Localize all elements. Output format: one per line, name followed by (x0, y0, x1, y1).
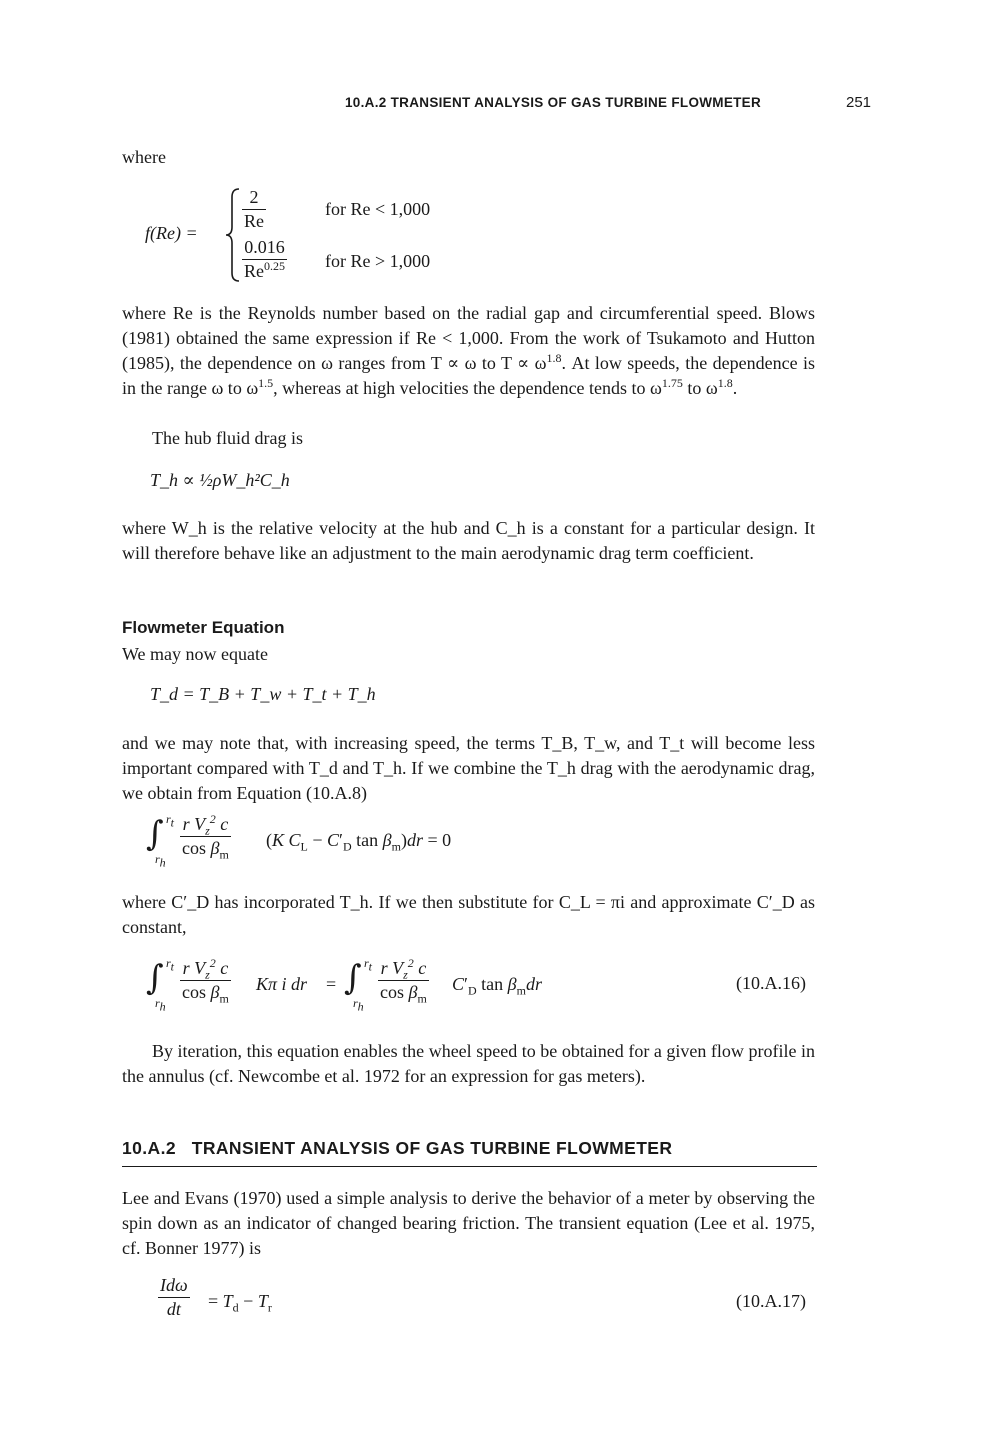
paragraph-lee-evans: Lee and Evans (1970) used a simple analysis to derive the behavior of a meter by observing the spin down as an indicator of changed bearing friction. The transient equation (Lee et al. 1975, cf. Bonner 1977) is (122, 1188, 815, 1258)
paragraph-reynolds: where Re is the Reynolds number based on the radial gap and circumferential speed. Blows (1981) obtained the same expression if Re < 1,000. From the work of Tsukamoto and Hutton (1985), the dependence on ω ranges from T ∝ ω to $T \propto \omega^{1.8}$. At low speeds, the dependence is in the range ω to $\omega^{1.5}$, whereas at high velocities the dependence tends to $\omega^{1.75}$ to $\omega^{1.8}$. (122, 303, 815, 398)
section-title: TRANSIENT ANALYSIS OF GAS TURBINE FLOWMETER (191, 1138, 673, 1158)
running-title: 10.A.2 TRANSIENT ANALYSIS OF GAS TURBINE FLOWMETER (345, 95, 762, 110)
equals-sign: = (326, 974, 337, 994)
case2-condition: for Re > 1,000 (325, 251, 431, 271)
integral-sign: ∫ (146, 814, 164, 854)
paragraph-substitute: where C′_D has incorporated T_h. If we then substitute for C_L = πi and approximate C′_D as constant, (122, 892, 815, 937)
flowmeter-intro: We may now equate (122, 644, 268, 664)
upper-limit-right: $r_t$ (364, 956, 373, 974)
section-heading (122, 1138, 672, 1159)
paragraph-iteration: By iteration, this equation enables the wheel speed to be obtained for a given flow profile in the annulus (cf. Newcombe et al. 1972 for an expression for gas meters). (122, 1041, 815, 1086)
hub-drag-equation-text: T_h ∝ ½ρW_h²C_h (150, 470, 290, 490)
section-rule (122, 1166, 817, 1167)
lower-limit-left: $r_h$ (155, 996, 166, 1014)
integral-equation-16 (146, 952, 546, 1022)
integral-sign-right: ∫ (344, 958, 362, 998)
left-rest: Kπ i dr (256, 974, 308, 994)
transient-rhs: = $T_d - T_r$ (208, 1291, 272, 1315)
torque-balance-equation: T_d = T_B + T_w + T_t + T_h (150, 684, 376, 704)
right-rest: $C'_D$ $\tan \beta_mdr$ (452, 974, 542, 998)
upper-limit-left: $r_t$ (166, 956, 175, 974)
piecewise-equation (145, 185, 545, 285)
running-header (345, 95, 761, 110)
case1-denominator: Re (244, 211, 264, 231)
case-2 (242, 237, 287, 282)
case1-condition: for Re < 1,000 (325, 199, 431, 219)
equation-number-16: (10.A.16) (736, 973, 806, 993)
left-brace (225, 187, 241, 283)
intro-word: where (122, 147, 166, 167)
left-fraction: $\frac{r V_z^2 c}{\cos \beta_m}$ (182, 956, 229, 1006)
case2-denominator: Re (244, 261, 264, 281)
lower-limit-right: $r_h$ (353, 996, 364, 1014)
hub-intro: The hub fluid drag is (152, 428, 303, 448)
lower-limit: $r_h$ (155, 852, 166, 870)
right-fraction: $\frac{r V_z^2 c}{\cos \beta_m}$ (380, 956, 427, 1006)
section-number: 10.A.2 (122, 1138, 176, 1158)
equation-number-17: (10.A.17) (736, 1291, 806, 1311)
paragraph-hub-velocity: where W_h is the relative velocity at the hub and C_h is a constant for a particular design. It will therefore behave like an adjustment to the main aerodynamic drag term coefficient. (122, 518, 815, 563)
upper-limit: $r_t$ (166, 812, 175, 830)
case-1 (242, 187, 266, 232)
integral-sign-left: ∫ (146, 958, 164, 998)
integrand-rest: (K $C_L - C'_D$ $\tan \beta_m)dr = 0$ (266, 830, 452, 854)
hub-drag-equation (150, 470, 290, 491)
paragraph-combine-drag: and we may note that, with increasing speed, the terms T_B, T_w, and T_t will become less important compared with T_d and T_h. If we combine the T_h drag with the aerodynamic drag, we obtain from Equation (10.A.8) (122, 733, 815, 803)
page-number: 251 (846, 94, 872, 111)
piecewise-lhs: f(Re) = (145, 223, 198, 243)
case2-numerator: 0.016 (242, 237, 287, 260)
transient-fraction: Idω dt (160, 1275, 188, 1319)
transient-equation (158, 1275, 408, 1331)
case2-exponent: 0.25 (264, 259, 285, 273)
flowmeter-heading: Flowmeter Equation (122, 618, 285, 637)
integral-equation-1 (146, 808, 566, 878)
case1-numerator: 2 (242, 187, 266, 210)
integrand-fraction: $\frac{r V_z^2 c}{\cos \beta_m}$ (182, 812, 229, 862)
